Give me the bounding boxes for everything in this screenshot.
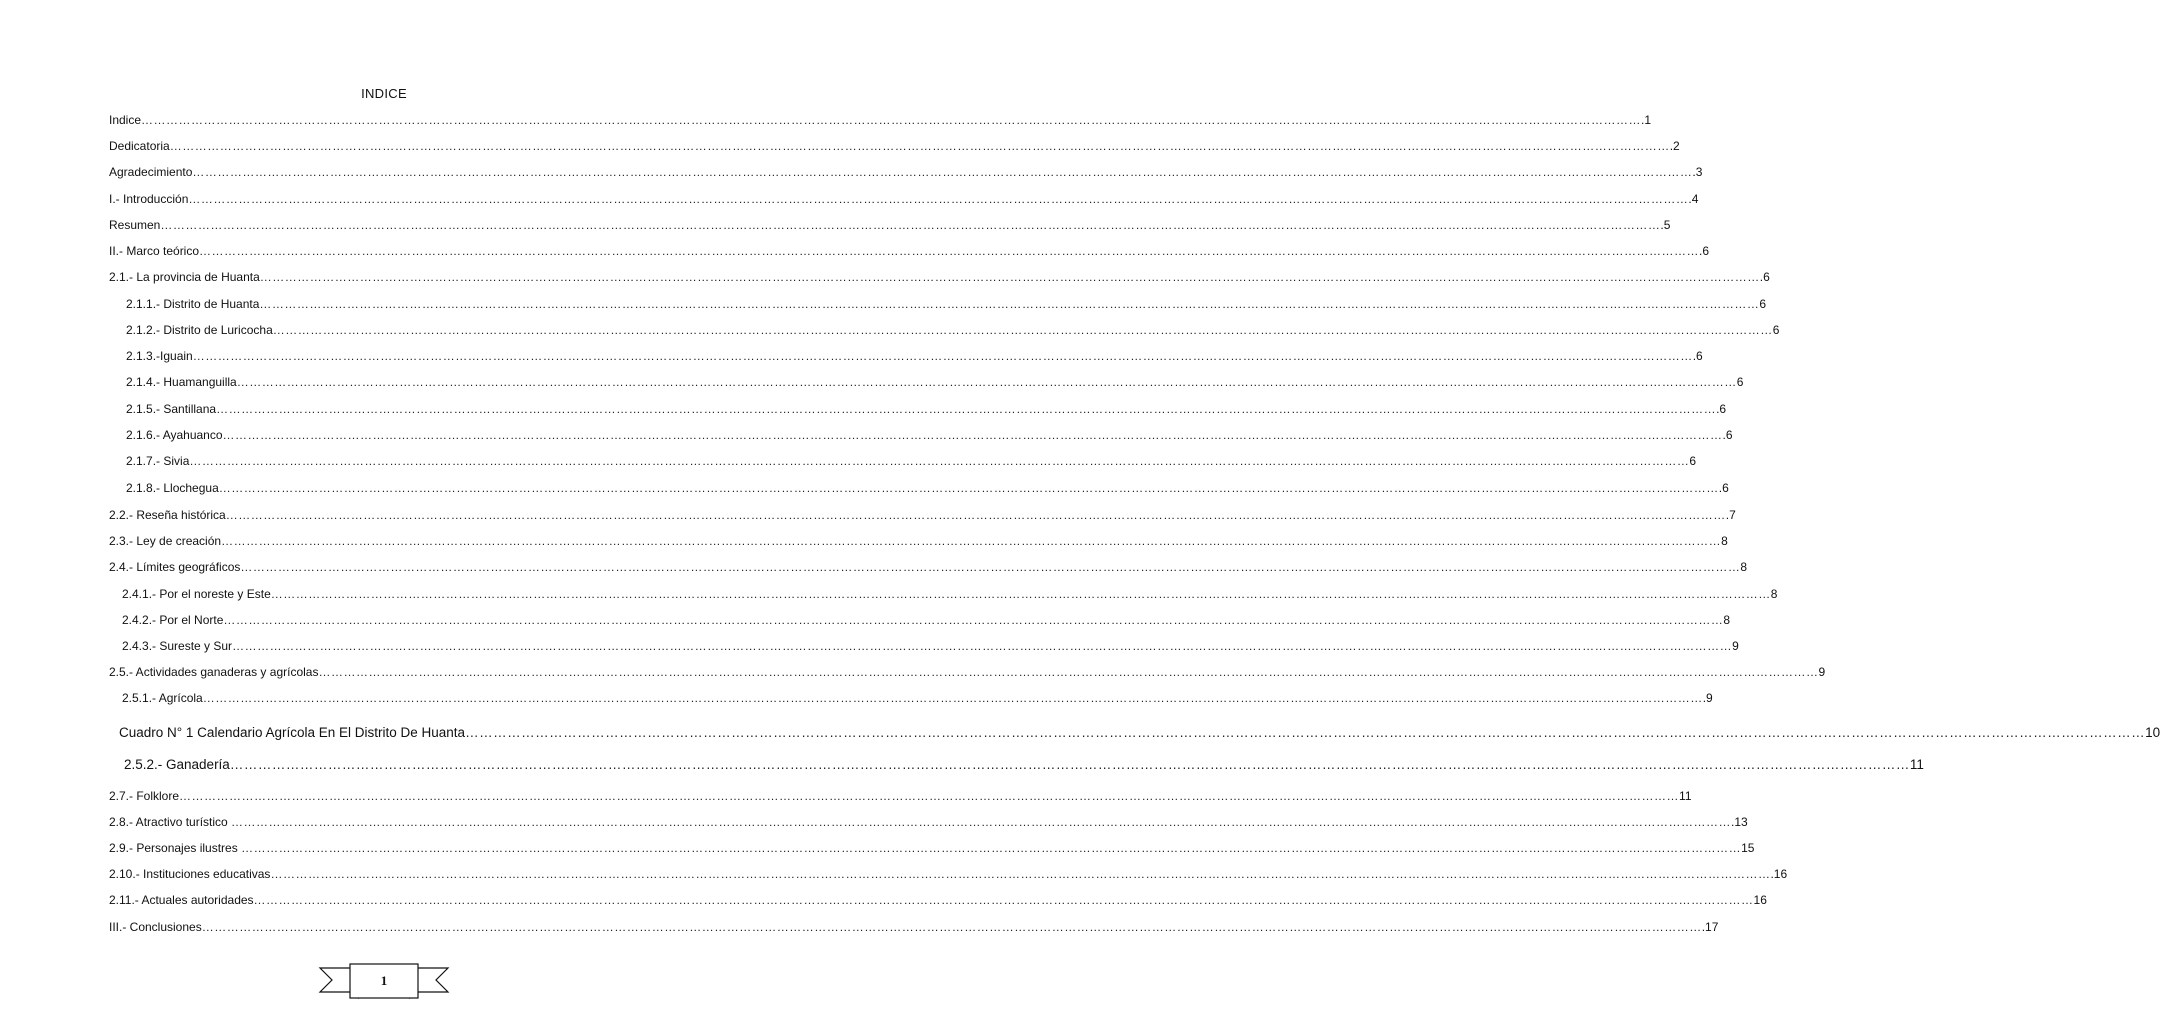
toc-entry-actividades[interactable] [109, 663, 1826, 681]
toc-entry-ley-creacion[interactable] [109, 532, 1728, 550]
toc-entry-label: 2.1.7.- Sivia [126, 454, 190, 468]
toc-entry-page: 9 [1818, 665, 1826, 679]
toc-leader-dots: ……………………………………………………………………………………………………………………………………………………………………………………………………………………………………………………………………………………………………………………………… [218, 481, 1719, 495]
toc-entry-page: .6 [1759, 270, 1770, 284]
toc-entry-label: Resumen [109, 218, 161, 232]
toc-leader-dots: ……………………………………………………………………………………………………………………………………………………………………………………………………………………………………………………………………………………………………………………………… [241, 841, 1742, 855]
toc-entry-page: 10 [2145, 725, 2160, 740]
toc-entry-distrito-luricocha[interactable] [126, 321, 1780, 339]
toc-entry-page: .9 [1702, 691, 1713, 705]
toc-entry-sivia[interactable] [126, 452, 1697, 470]
toc-leader-dots: ……………………………………………………………………………………………………………………………………………………………………………………………………………………………………………………………………………………………………………………………… [202, 691, 1703, 705]
toc-entry-distrito-huanta[interactable] [126, 295, 1767, 313]
toc-leader-dots: ……………………………………………………………………………………………………………………………………………………………………………………………………………………………………………………………………………………………………………………………… [169, 139, 1670, 153]
page-number: 1 [380, 973, 388, 988]
toc-entry-page: .17 [1701, 920, 1719, 934]
toc-entry-label: II.- Marco teórico [109, 244, 200, 258]
toc-entry-introduccion[interactable] [109, 190, 1699, 208]
toc-leader-dots: ……………………………………………………………………………………………………………………………………………………………………………………………………………………………………………………………………………………………………………………………… [179, 789, 1680, 803]
toc-entry-ayahuanco[interactable] [126, 426, 1733, 444]
toc-leader-dots: ……………………………………………………………………………………………………………………………………………………………………………………………………………………………………………………………………………………………………………………………… [270, 587, 1771, 601]
toc-entry-page: 16 [1753, 893, 1767, 907]
toc-leader-dots: ……………………………………………………………………………………………………………………………………………………………………………………………………………………………………………………………………………………………………………………………… [225, 508, 1726, 522]
toc-entry-page: .6 [1722, 428, 1733, 442]
toc-entry-resena-historica[interactable] [109, 506, 1736, 524]
toc-entry-page: .6 [1692, 349, 1703, 363]
toc-leader-dots: ……………………………………………………………………………………………………………………………………………………………………………………………………………………………………………………………………………………………………………………………… [192, 165, 1693, 179]
toc-entry-instituciones-educativas[interactable] [109, 865, 1788, 883]
toc-entry-page: .13 [1731, 815, 1748, 829]
toc-entry-page: 6 [1759, 297, 1767, 311]
toc-entry-page: .3 [1692, 165, 1703, 179]
toc-entry-page: 8 [1721, 534, 1728, 548]
toc-entry-label: Indice [109, 113, 142, 127]
toc-entry-label: 2.1.- La provincia de Huanta [109, 270, 260, 284]
toc-entry-norte[interactable] [122, 611, 1731, 629]
toc-leader-dots: ……………………………………………………………………………………………………………………………………………………………………………………………………………………………………………………………………………………………………………………………… [141, 113, 1642, 127]
toc-leader-dots: ……………………………………………………………………………………………………………………………………………………………………………………………………………………………………………………………………………………………………………………………… [222, 428, 1723, 442]
toc-entry-page: .1 [1641, 113, 1652, 127]
page-title: INDICE [361, 86, 407, 101]
toc-leader-dots: ……………………………………………………………………………………………………………………………………………………………………………………………………………………………………………………………………………………………………………………………… [160, 218, 1661, 232]
toc-leader-dots: ……………………………………………………………………………………………………………………………………………………………………………………………………………………………………………………………………………………………………………………………… [216, 402, 1717, 416]
toc-entry-label: 2.3.- Ley de creación [109, 534, 222, 548]
toc-entry-agradecimiento[interactable] [109, 163, 1703, 181]
toc-entry-label: 2.1.8.- Llochegua [126, 481, 219, 495]
toc-entry-label: 2.4.1.- Por el noreste y Este [122, 587, 271, 601]
toc-leader-dots: ……………………………………………………………………………………………………………………………………………………………………………………………………………………………………………………………………………………………………………………………… [232, 639, 1733, 653]
toc-leader-dots: ……………………………………………………………………………………………………………………………………………………………………………………………………………………………………………………………………………………………………………………………… [318, 665, 1819, 679]
toc-entry-label: 2.1.4.- Huamanguilla [126, 375, 237, 389]
toc-entry-huamanguilla[interactable] [126, 373, 1744, 391]
toc-leader-dots: ……………………………………………………………………………………………………………………………………………………………………………………………………………………………………………………………………………………………………………………………… [259, 270, 1760, 284]
toc-entry-page: 6 [1689, 454, 1697, 468]
toc-entry-label: 2.11.- Actuales autoridades [109, 893, 254, 907]
toc-entry-sureste-sur[interactable] [122, 637, 1739, 655]
toc-entry-page: 15 [1741, 841, 1755, 855]
toc-entry-page: .6 [1718, 481, 1729, 495]
toc-entry-label: 2.1.5.- Santillana [126, 402, 217, 416]
toc-leader-dots: ……………………………………………………………………………………………………………………………………………………………………………………………………………………………………………………………………………………………………………………………… [223, 613, 1724, 627]
toc-entry-label: 2.7.- Folklore [109, 789, 180, 803]
toc-entry-conclusiones[interactable] [109, 918, 1719, 936]
toc-entry-limites-geograficos[interactable] [109, 558, 1748, 576]
toc-entry-label: I.- Introducción [109, 192, 189, 206]
toc-entry-label: 2.5.1.- Agrícola [122, 691, 203, 705]
toc-entry-agricola[interactable] [122, 689, 1713, 707]
toc-entry-page: 11 [1909, 757, 1924, 772]
toc-entry-label: Agradecimiento [109, 165, 193, 179]
toc-entry-page: .4 [1688, 192, 1699, 206]
toc-leader-dots: ……………………………………………………………………………………………………………………………………………………………………………………………………………………………………………………………………………………………………………………………… [221, 534, 1722, 548]
toc-entry-llochegua[interactable] [126, 479, 1729, 497]
toc-entry-label: 2.2.- Reseña histórica [109, 508, 226, 522]
toc-entry-atractivo-turistico[interactable] [109, 813, 1748, 831]
toc-entry-indice[interactable] [109, 111, 1652, 129]
toc-entry-santillana[interactable] [126, 400, 1727, 418]
toc-leader-dots: ……………………………………………………………………………………………………………………………………………………………………………………………………………………………………………………………………………………………………………………………… [189, 454, 1690, 468]
toc-entry-page: .16 [1770, 867, 1788, 881]
toc-entry-label: 2.8.- Atractivo turístico [109, 815, 232, 829]
toc-entry-page: .5 [1660, 218, 1671, 232]
toc-entry-page: 6 [1772, 323, 1780, 337]
toc-entry-resumen[interactable] [109, 216, 1671, 234]
toc-entry-dedicatoria[interactable] [109, 137, 1680, 155]
toc-entry-label: 2.5.2.- Ganadería [124, 757, 230, 772]
toc-entry-label: 2.4.2.- Por el Norte [122, 613, 224, 627]
toc-entry-page: 11 [1679, 789, 1692, 803]
toc-entry-iguain[interactable] [126, 347, 1703, 365]
toc-entry-page: .6 [1716, 402, 1727, 416]
toc-entry-page: 8 [1770, 587, 1778, 601]
toc-entry-label: 2.1.2.- Distrito de Luricocha [126, 323, 273, 337]
toc-leader-dots: ……………………………………………………………………………………………………………………………………………………………………………………………………………………………………………………………………………………………………………………………… [465, 725, 2146, 740]
toc-leader-dots: ……………………………………………………………………………………………………………………………………………………………………………………………………………………………………………………………………………………………………………………………… [272, 323, 1773, 337]
toc-entry-actuales-autoridades[interactable] [109, 891, 1767, 909]
toc-entry-page: .6 [1699, 244, 1710, 258]
toc-entry-page: 9 [1732, 639, 1739, 653]
toc-entry-page: 6 [1736, 375, 1744, 389]
toc-leader-dots: ……………………………………………………………………………………………………………………………………………………………………………………………………………………………………………………………………………………………………………………………… [201, 920, 1702, 934]
toc-entry-label: 2.5.- Actividades ganaderas y agrícolas [109, 665, 319, 679]
toc-leader-dots: ……………………………………………………………………………………………………………………………………………………………………………………………………………………………………………………………………………………………………………………………… [231, 815, 1732, 829]
toc-entry-label: III.- Conclusiones [109, 920, 202, 934]
toc-leader-dots: ……………………………………………………………………………………………………………………………………………………………………………………………………………………………………………………………………………………………………………………………… [253, 893, 1754, 907]
toc-entry-noreste-este[interactable] [122, 585, 1778, 603]
toc-entry-label: Dedicatoria [109, 139, 170, 153]
toc-entry-personajes-ilustres[interactable] [109, 839, 1755, 857]
toc-entry-marco-teorico[interactable] [109, 242, 1710, 260]
toc-leader-dots: ……………………………………………………………………………………………………………………………………………………………………………………………………………………………………………………………………………………………………………………………… [192, 349, 1693, 363]
toc-entry-provincia-huanta[interactable] [109, 268, 1770, 286]
toc-entry-label: 2.4.- Límites geográficos [109, 560, 241, 574]
toc-leader-dots: ……………………………………………………………………………………………………………………………………………………………………………………………………………………………………………………………………………………………………………………………… [199, 244, 1700, 258]
toc-entry-page: .7 [1725, 508, 1736, 522]
toc-entry-page: .2 [1669, 139, 1680, 153]
toc-leader-dots: ……………………………………………………………………………………………………………………………………………………………………………………………………………………………………………………………………………………………………………………………… [188, 192, 1689, 206]
toc-entry-label: 2.1.6.- Ayahuanco [126, 428, 223, 442]
toc-leader-dots: ……………………………………………………………………………………………………………………………………………………………………………………………………………………………………………………………………………………………………………………………… [236, 375, 1737, 389]
toc-entry-label: 2.9.- Personajes ilustres [109, 841, 242, 855]
page-footer [318, 962, 450, 1002]
toc-entry-page: 8 [1740, 560, 1748, 574]
toc-entry-label: 2.1.1.- Distrito de Huanta [126, 297, 260, 311]
toc-leader-dots: ……………………………………………………………………………………………………………………………………………………………………………………………………………………………………………………………………………………………………………………………… [270, 867, 1771, 881]
toc-entry-label: 2.10.- Instituciones educativas [109, 867, 271, 881]
toc-entry-folklore[interactable] [109, 787, 1692, 805]
toc-leader-dots: ……………………………………………………………………………………………………………………………………………………………………………………………………………………………………………………………………………………………………………………………… [259, 297, 1760, 311]
toc-entry-label: 2.4.3.- Sureste y Sur [122, 639, 233, 653]
toc-entry-cuadro-1[interactable] [119, 723, 2160, 743]
toc-leader-dots: ……………………………………………………………………………………………………………………………………………………………………………………………………………………………………………………………………………………………………………………………… [229, 757, 1910, 772]
toc-entry-label: 2.1.3.-Iguain [126, 349, 193, 363]
toc-leader-dots: ……………………………………………………………………………………………………………………………………………………………………………………………………………………………………………………………………………………………………………………………… [240, 560, 1741, 574]
toc-entry-ganaderia[interactable] [124, 755, 1924, 775]
toc-entry-page: 8 [1723, 613, 1731, 627]
toc-entry-label: Cuadro N° 1 Calendario Agrícola En El Distrito De Huanta [119, 725, 466, 740]
